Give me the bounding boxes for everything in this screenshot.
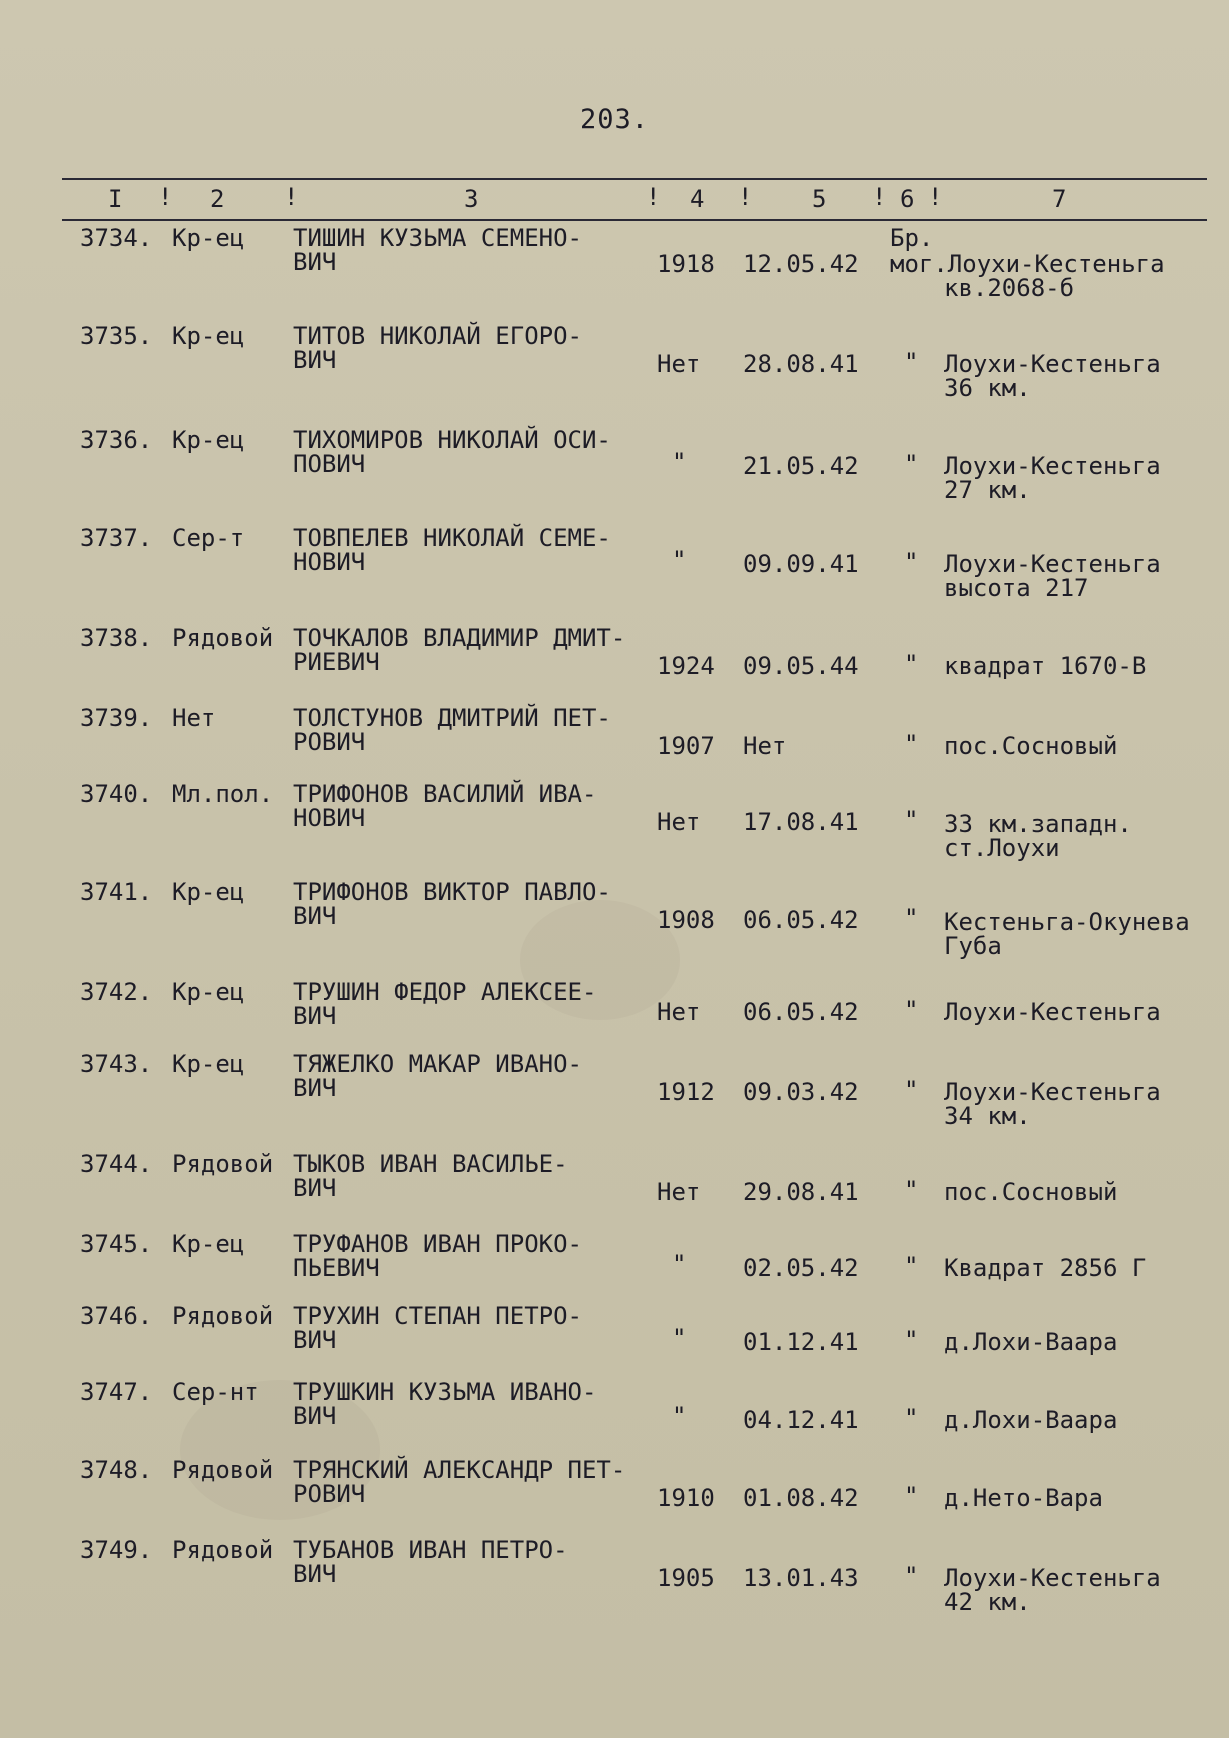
military-rank: Рядовой [172, 1302, 274, 1330]
birth-year: 1912 [657, 1078, 715, 1106]
record-number: 3748. [80, 1456, 153, 1484]
ditto-mark: " [904, 650, 919, 678]
record-number: 3746. [80, 1302, 153, 1330]
death-date: 04.12.41 [743, 1406, 859, 1434]
military-rank: Рядовой [172, 1150, 274, 1178]
header-col-3: 3 [464, 185, 479, 213]
burial-place: Лоухи-Кестеньга 34 км. [944, 1078, 1161, 1130]
full-name: ТИХОМИРОВ НИКОЛАЙ ОСИ- ПОВИЧ [293, 426, 611, 478]
military-rank: Кр-ец [172, 1050, 245, 1078]
birth-year: " [672, 1324, 687, 1352]
death-date: 12.05.42 [743, 250, 859, 278]
death-date: 13.01.43 [743, 1564, 859, 1592]
header-col-2: 2 [210, 185, 225, 213]
burial-place: квадрат 1670-В [944, 652, 1147, 680]
military-rank: Кр-ец [172, 224, 245, 252]
record-number: 3742. [80, 978, 153, 1006]
military-rank: Кр-ец [172, 878, 245, 906]
full-name: ТРУШИН ФЕДОР АЛЕКСЕЕ- ВИЧ [293, 978, 597, 1030]
record-number: 3734. [80, 224, 153, 252]
military-rank: Сер-нт [172, 1378, 259, 1406]
death-date: 01.08.42 [743, 1484, 859, 1512]
header-col-5: 5 [812, 185, 827, 213]
ditto-mark: " [904, 904, 919, 932]
military-rank: Кр-ец [172, 322, 245, 350]
military-rank: Рядовой [172, 1536, 274, 1564]
burial-place: д.Нето-Вара [944, 1484, 1103, 1512]
page-number: 203. [579, 104, 650, 135]
burial-place: Лоухи-Кестеньга 27 км. [944, 452, 1161, 504]
military-rank: Кр-ец [172, 1230, 245, 1258]
record-number: 3740. [80, 780, 153, 808]
ditto-mark: " [904, 1326, 919, 1354]
record-number: 3736. [80, 426, 153, 454]
ditto-mark: " [904, 348, 919, 376]
death-date: 06.05.42 [743, 906, 859, 934]
record-number: 3735. [80, 322, 153, 350]
full-name: ТРУФАНОВ ИВАН ПРОКО- ПЬЕВИЧ [293, 1230, 582, 1282]
table-header [62, 183, 1207, 217]
military-rank: Мл.пол. [172, 780, 274, 808]
death-date: 02.05.42 [743, 1254, 859, 1282]
full-name: ТРУШКИН КУЗЬМА ИВАНО- ВИЧ [293, 1378, 597, 1430]
header-col-7: 7 [1052, 185, 1067, 213]
ditto-mark: " [904, 1562, 919, 1590]
header-col-4: 4 [690, 185, 705, 213]
ditto-mark: " [904, 1252, 919, 1280]
record-number: 3744. [80, 1150, 153, 1178]
burial-type: Бр. [890, 224, 934, 252]
ditto-mark: " [904, 730, 919, 758]
birth-year: 1905 [657, 1564, 715, 1592]
burial-place: Лоухи-Кестеньга высота 217 [944, 550, 1161, 602]
birth-year: 1910 [657, 1484, 715, 1512]
header-separator: ! [284, 183, 299, 211]
burial-place: Лоухи-Кестеньга 36 км. [944, 350, 1161, 402]
full-name: ТЫКОВ ИВАН ВАСИЛЬЕ- ВИЧ [293, 1150, 568, 1202]
military-rank: Сер-т [172, 524, 245, 552]
record-number: 3737. [80, 524, 153, 552]
ditto-mark: " [904, 548, 919, 576]
table-rule-bottom [62, 219, 1207, 221]
header-separator: ! [738, 183, 753, 211]
full-name: ТОЛСТУНОВ ДМИТРИЙ ПЕТ- РОВИЧ [293, 704, 611, 756]
burial-place: пос.Сосновый [944, 732, 1118, 760]
ditto-mark: " [904, 1076, 919, 1104]
header-separator: ! [872, 183, 887, 211]
death-date: 21.05.42 [743, 452, 859, 480]
birth-year: Нет [657, 1178, 701, 1206]
full-name: ТРИФОНОВ ВИКТОР ПАВЛО- ВИЧ [293, 878, 611, 930]
header-separator: ! [646, 183, 661, 211]
ditto-mark: " [904, 1482, 919, 1510]
birth-year: 1908 [657, 906, 715, 934]
military-rank: Рядовой [172, 1456, 274, 1484]
burial-place: Лоухи-Кестеньга [944, 998, 1161, 1026]
ditto-mark: " [904, 1404, 919, 1432]
ditto-mark: " [904, 1176, 919, 1204]
death-date: 17.08.41 [743, 808, 859, 836]
birth-year: Нет [657, 350, 701, 378]
full-name: ТРЯНСКИЙ АЛЕКСАНДР ПЕТ- РОВИЧ [293, 1456, 626, 1508]
burial-place: д.Лохи-Ваара [944, 1328, 1118, 1356]
birth-year: Нет [657, 808, 701, 836]
death-date: 28.08.41 [743, 350, 859, 378]
burial-place: пос.Сосновый [944, 1178, 1118, 1206]
full-name: ТУБАНОВ ИВАН ПЕТРО- ВИЧ [293, 1536, 568, 1588]
military-rank: Рядовой [172, 624, 274, 652]
military-rank: Кр-ец [172, 978, 245, 1006]
burial-place: Лоухи-Кестеньга 42 км. [944, 1564, 1161, 1616]
full-name: ТЯЖЕЛКО МАКАР ИВАНО- ВИЧ [293, 1050, 582, 1102]
full-name: ТОЧКАЛОВ ВЛАДИМИР ДМИТ- РИЕВИЧ [293, 624, 626, 676]
burial-place: Квадрат 2856 Г [944, 1254, 1147, 1282]
birth-year: 1924 [657, 652, 715, 680]
birth-year: 1907 [657, 732, 715, 760]
ditto-mark: " [904, 996, 919, 1024]
ditto-mark: " [904, 806, 919, 834]
burial-place: 33 км.западн. ст.Лоухи [944, 810, 1132, 862]
death-date: 06.05.42 [743, 998, 859, 1026]
full-name: ТРИФОНОВ ВАСИЛИЙ ИВА- НОВИЧ [293, 780, 597, 832]
death-date: 01.12.41 [743, 1328, 859, 1356]
full-name: ТИТОВ НИКОЛАЙ ЕГОРО- ВИЧ [293, 322, 582, 374]
death-date: 09.03.42 [743, 1078, 859, 1106]
burial-place: д.Лохи-Ваара [944, 1406, 1118, 1434]
record-number: 3743. [80, 1050, 153, 1078]
record-number: 3739. [80, 704, 153, 732]
burial-place: Кестеньга-Окунева Губа [944, 908, 1190, 960]
death-date: 29.08.41 [743, 1178, 859, 1206]
full-name: ТОВПЕЛЕВ НИКОЛАЙ СЕМЕ- НОВИЧ [293, 524, 611, 576]
header-col-6: 6 [900, 185, 915, 213]
burial-place: мог.Лоухи-Кестеньга кв.2068-б [890, 250, 1165, 302]
record-number: 3741. [80, 878, 153, 906]
birth-year: " [672, 448, 687, 476]
death-date: 09.05.44 [743, 652, 859, 680]
birth-year: Нет [657, 998, 701, 1026]
header-col-1: I [108, 185, 123, 213]
table-rule-top [62, 178, 1207, 180]
death-date: 09.09.41 [743, 550, 859, 578]
birth-year: " [672, 546, 687, 574]
birth-year: " [672, 1250, 687, 1278]
record-number: 3738. [80, 624, 153, 652]
header-separator: ! [928, 183, 943, 211]
record-number: 3747. [80, 1378, 153, 1406]
full-name: ТРУХИН СТЕПАН ПЕТРО- ВИЧ [293, 1302, 582, 1354]
death-date: Нет [743, 732, 787, 760]
military-rank: Нет [172, 704, 216, 732]
record-number: 3745. [80, 1230, 153, 1258]
ditto-mark: " [904, 450, 919, 478]
full-name: ТИШИН КУЗЬМА СЕМЕНО- ВИЧ [293, 224, 582, 276]
record-number: 3749. [80, 1536, 153, 1564]
military-rank: Кр-ец [172, 426, 245, 454]
birth-year: " [672, 1402, 687, 1430]
birth-year: 1918 [657, 250, 715, 278]
header-separator: ! [158, 183, 173, 211]
